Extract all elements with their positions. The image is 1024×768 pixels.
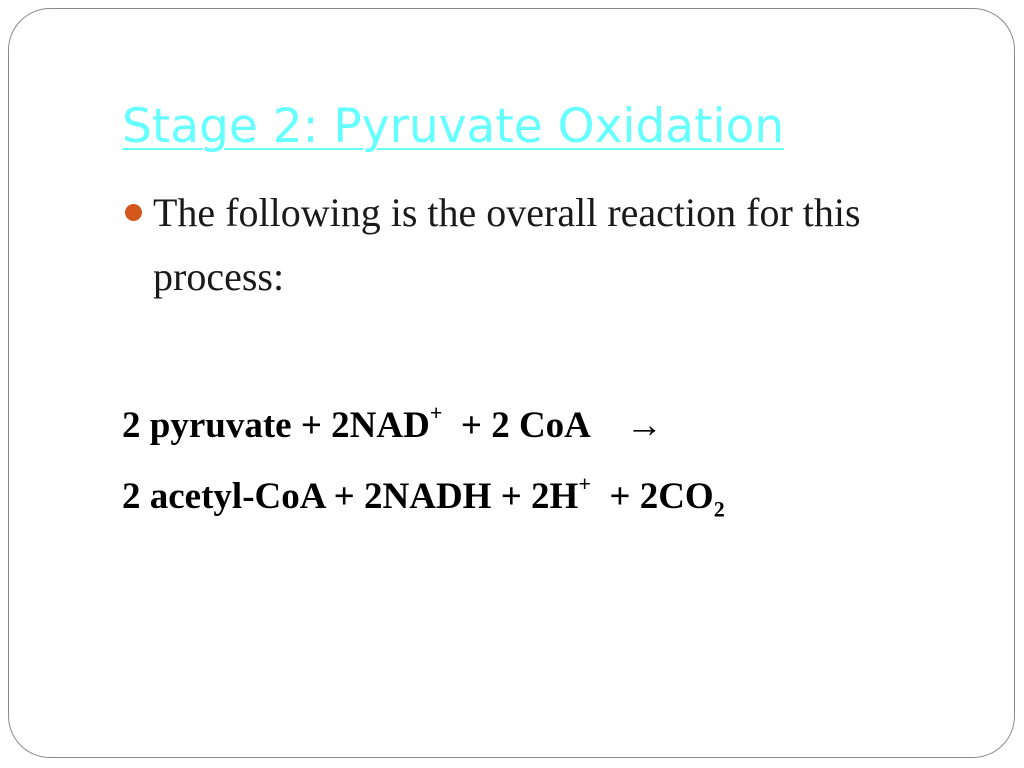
nad-plus-superscript: + bbox=[429, 399, 443, 425]
bullet-item bbox=[122, 181, 982, 309]
equation-line-reactants bbox=[122, 399, 663, 447]
h-plus-superscript: + bbox=[578, 470, 591, 496]
products-text: 2 acetyl-CoA + 2NADH + 2H bbox=[122, 476, 579, 517]
coa-text: + 2 CoA bbox=[442, 405, 626, 446]
bullet-dot-icon bbox=[125, 204, 142, 221]
equation-line-products bbox=[122, 470, 725, 522]
reaction-arrow-icon: → bbox=[625, 405, 663, 446]
bullet-text: The following is the overall reaction for this process: bbox=[153, 190, 861, 299]
co2-subscript: 2 bbox=[713, 496, 725, 522]
slide-title-link[interactable]: Stage 2: Pyruvate Oxidation bbox=[122, 99, 785, 154]
reactants-text: 2 pyruvate + 2NAD bbox=[122, 405, 430, 446]
co2-text: + 2CO bbox=[590, 476, 714, 517]
slide-frame bbox=[8, 8, 1015, 758]
